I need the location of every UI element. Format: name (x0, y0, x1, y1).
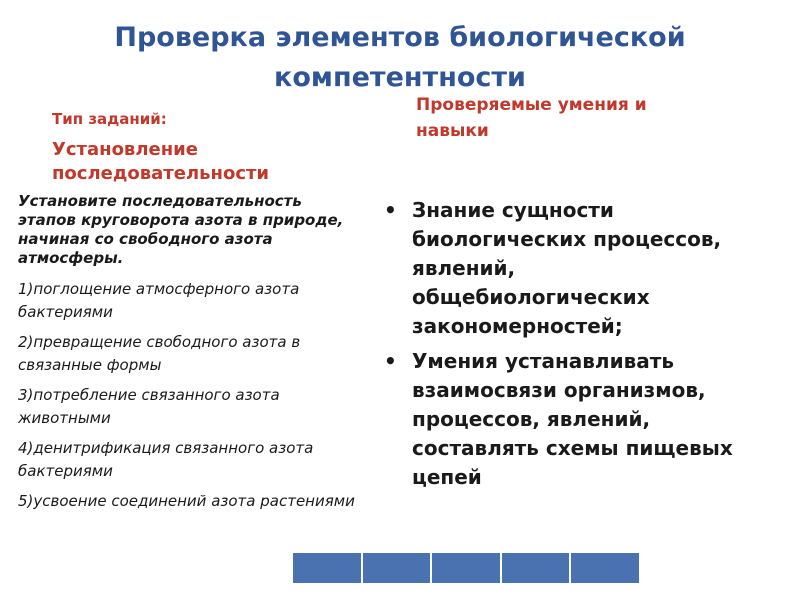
task-option-1: 1)поглощение атмосферного азота бактериями (18, 280, 300, 321)
skills-heading: Проверяемые умения и навыки (416, 95, 647, 141)
slide-title: Проверка элементов биологической компетентности (114, 22, 686, 93)
answer-grid (292, 552, 640, 584)
answer-cell-2[interactable] (363, 553, 433, 583)
answer-cell-3[interactable] (432, 553, 502, 583)
task-option-5: 5)усвоение соединений азота растениями (18, 492, 355, 510)
task-block (18, 192, 358, 520)
task-option-2: 2)превращение свободного азота в связанные формы (18, 333, 301, 374)
answer-cell-5[interactable] (571, 553, 639, 583)
answer-cell-4[interactable] (502, 553, 572, 583)
skill-item-2: • Умения устанавливать взаимосвязи организмов, процессов, явлений, составлять схемы пищевых цепей (384, 347, 744, 492)
task-option-4: 4)денитрификация связанного азота бактериями (18, 439, 314, 480)
task-type-value: Установление последовательности (52, 139, 270, 184)
task-type-label: Тип заданий: (52, 110, 167, 128)
task-type-block (52, 108, 352, 186)
skill-item-1: • Знание сущности биологических процессов, явлений, общебиологических закономерностей; (384, 196, 744, 341)
task-question: Установите последовательность этапов круговорота азота в природе, начиная со свободного азота атмосферы. (18, 192, 344, 267)
task-option-3: 3)потребление связанного азота животными (18, 386, 280, 427)
answer-cell-1[interactable] (293, 553, 363, 583)
skills-list (384, 196, 744, 498)
